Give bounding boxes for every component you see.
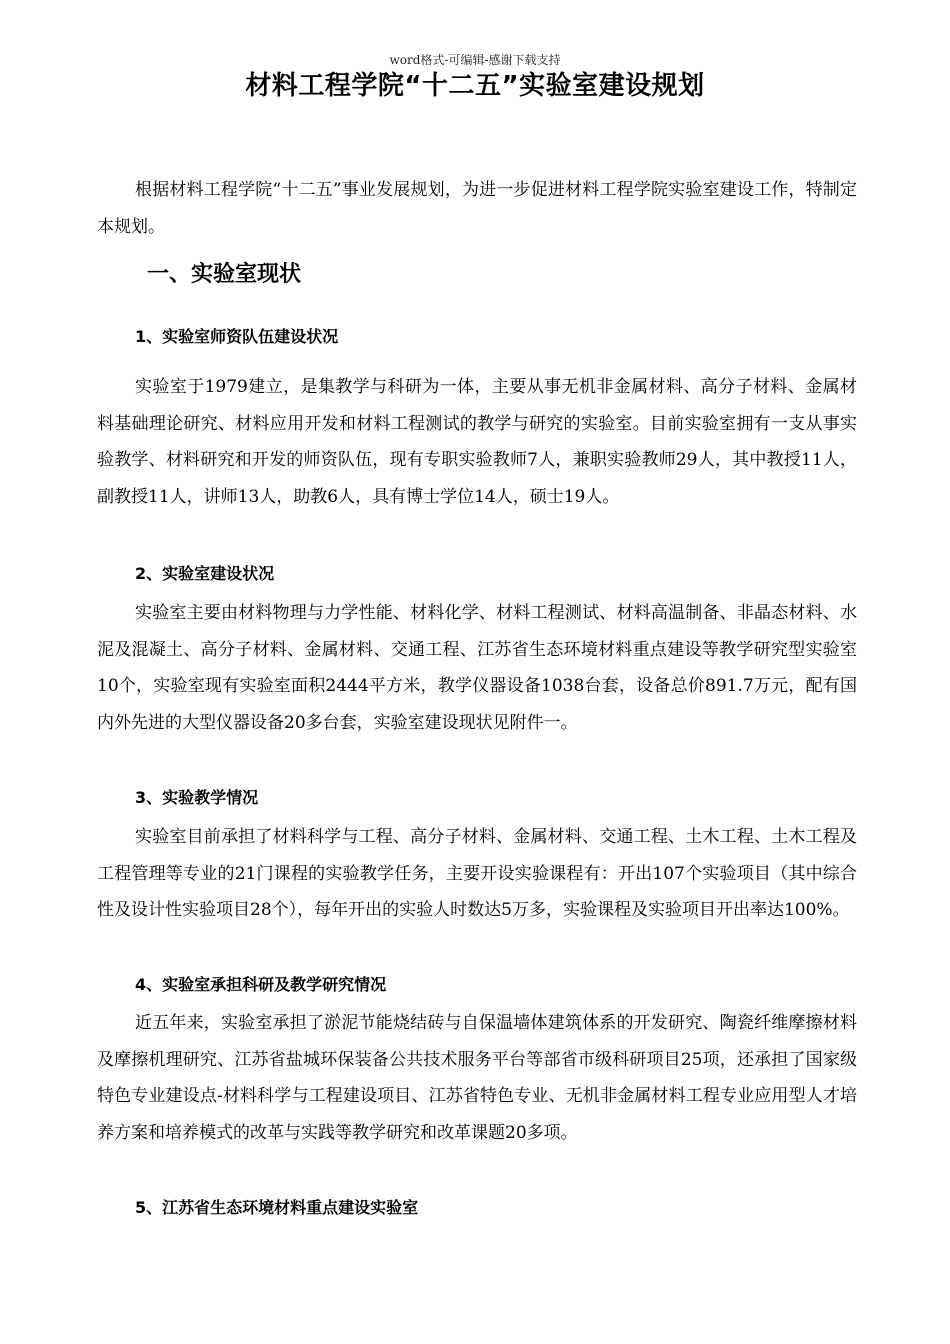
subsection-1-text: 实验室于1979建立，是集教学与科研为一体，主要从事无机非金属材料、高分子材料、金属材料基础理论研究、材料应用开发和材料工程测试的教学与研究的实验室。目前实验室拥有一支从事实验教学、材料研究和开发的师资队伍，现有专职实验教师7人，兼职实验教师29人，其中教授11人，副教授11人，讲师13人，助教6人，具有博士学位14人，硕士19人。 — [97, 377, 857, 507]
section-1-heading: 一、实验室现状 — [147, 262, 302, 287]
subsection-4-heading: 4、实验室承担科研及教学研究情况 — [135, 975, 387, 994]
subsection-1-heading: 1、实验室师资队伍建设状况 — [135, 327, 339, 346]
subsection-2-text: 实验室主要由材料物理与力学性能、材料化学、材料工程测试、材料高温制备、非晶态材料、水泥及混凝土、高分子材料、金属材料、交通工程、江苏省生态环境材料重点建设等教学研究型实验室10个，实验室现有实验室面积2444平方米，教学仪器设备1038台套，设备总价891.7万元，配有国内外先进的大型仪器设备20多台套，实验室建设现状见附件一。 — [97, 603, 857, 733]
subsection-2-heading: 2、实验室建设状况 — [135, 564, 275, 583]
watermark: word格式-可编辑-感谢下载支持 — [389, 53, 561, 67]
intro-paragraph: 根据材料工程学院“十二五”事业发展规划，为进一步促进材料工程学院实验室建设工作，特制定本规划。 — [97, 180, 857, 237]
subsection-3-heading: 3、实验教学情况 — [135, 788, 259, 807]
document-title: 材料工程学院“十二五”实验室建设规划 — [245, 71, 705, 101]
subsection-3-text: 实验室目前承担了材料科学与工程、高分子材料、金属材料、交通工程、土木工程、土木工程及工程管理等专业的21门课程的实验教学任务，主要开设实验课程有：开出107个实验项目（其中综合性及设计性实验项目28个），每年开出的实验人时数达5万多，实验课程及实验项目开出率达100%。 — [97, 827, 857, 920]
subsection-4-text: 近五年来，实验室承担了淤泥节能烧结砖与自保温墙体建筑体系的开发研究、陶瓷纤维摩擦材料及摩擦机理研究、江苏省盐城环保装备公共技术服务平台等部省市级科研项目25项，还承担了国家级特色专业建设点-材料科学与工程建设项目、江苏省特色专业、无机非金属材料工程专业应用型人才培养方案和培养模式的改革与实践等教学研究和改革课题20多项。 — [97, 1013, 857, 1143]
subsection-5-heading: 5、江苏省生态环境材料重点建设实验室 — [135, 1198, 419, 1217]
